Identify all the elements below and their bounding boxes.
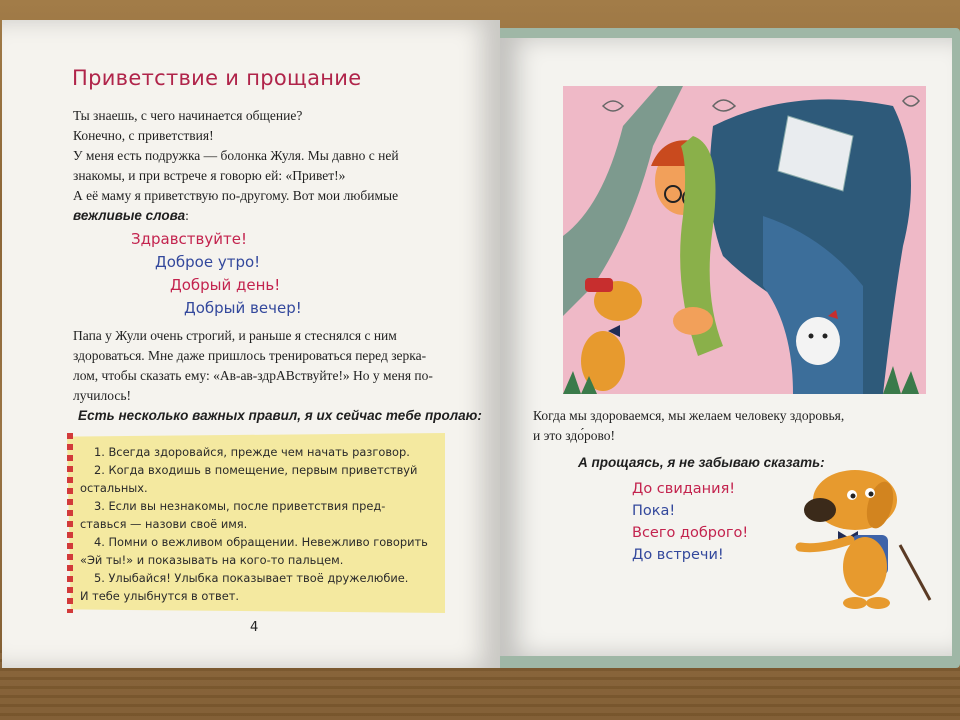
rule-item: остальных. [80,481,148,495]
page-number: 4 [250,620,259,635]
farewell-heading: А прощаясь, я не забываю сказать: [578,455,825,470]
illustration-svg [563,86,926,394]
page-title: Приветствие и прощание [72,66,362,90]
polite-words-colon: : [185,208,189,223]
greeting-evening: Добрый вечер! [184,299,302,317]
papa-line-4: лучилось! [73,388,131,403]
farewell-see-you: До встречи! [632,547,724,563]
dog-waving-illustration [790,455,940,615]
rule-item: ставься — назови своё имя. [80,517,248,531]
farewell-bye: Пока! [632,503,676,519]
polite-words-line [73,206,189,226]
rule-item: 2. Когда входишь в помещение, первым приветствуй [94,463,418,477]
note-dashed-edge [67,433,73,613]
dog-svg [790,455,940,615]
mama-line: А её маму я приветствую по-другому. Вот мои любимые [73,188,399,203]
caption [533,406,928,446]
rule-item: 3. Если вы незнакомы, после приветствия пред- [94,499,386,513]
greeting-day: Добрый день! [170,276,281,294]
caption-line-1: Когда мы здороваемся, мы желаем человеку здоровья, [533,408,845,423]
caption-line-2: и это здо́рово! [533,428,615,443]
friend-line-2: знакомы, и при встрече я говорю ей: «Привет!» [73,168,346,183]
friend-line-1: У меня есть подружка — болонка Жуля. Мы давно с ней [73,148,399,163]
intro-question: Ты знаешь, с чего начинается общение? [73,108,303,123]
rule-item: 4. Помни о вежливом обращении. Невежливо говорить [94,535,428,549]
farewell-goodbye: До свидания! [632,481,736,497]
rule-item: 5. Улыбайся! Улыбка показывает твоё дружелюбие. [94,571,409,585]
rule-item: «Эй ты!» и показывать на кого-то пальцем. [80,553,344,567]
rule-item: 1. Всегда здоровайся, прежде чем начать разговор. [94,445,410,459]
greeting-hello: Здравствуйте! [131,230,247,248]
rules-heading: Есть несколько важных правил, я их сейчас тебе пролаю: [78,408,482,423]
rule-item: И тебе улыбнутся в ответ. [80,589,239,603]
papa-line-1: Папа у Жули очень строгий, и раньше я стеснялся с ним [73,328,397,343]
farewell-all-the-best: Всего доброго! [632,525,749,541]
polite-words-label: вежливые слова [73,208,186,223]
intro-answer: Конечно, с приветствия! [73,128,214,143]
papa-line-3: лом, чтобы сказать ему: «Ав-ав-здрАВствуйте!» Но у меня по- [73,368,433,383]
illustration-man-greeting-dog [563,86,926,394]
papa-line-2: здороваться. Мне даже пришлось тренироваться перед зерка- [73,348,427,363]
greeting-morning: Доброе утро! [155,253,261,271]
